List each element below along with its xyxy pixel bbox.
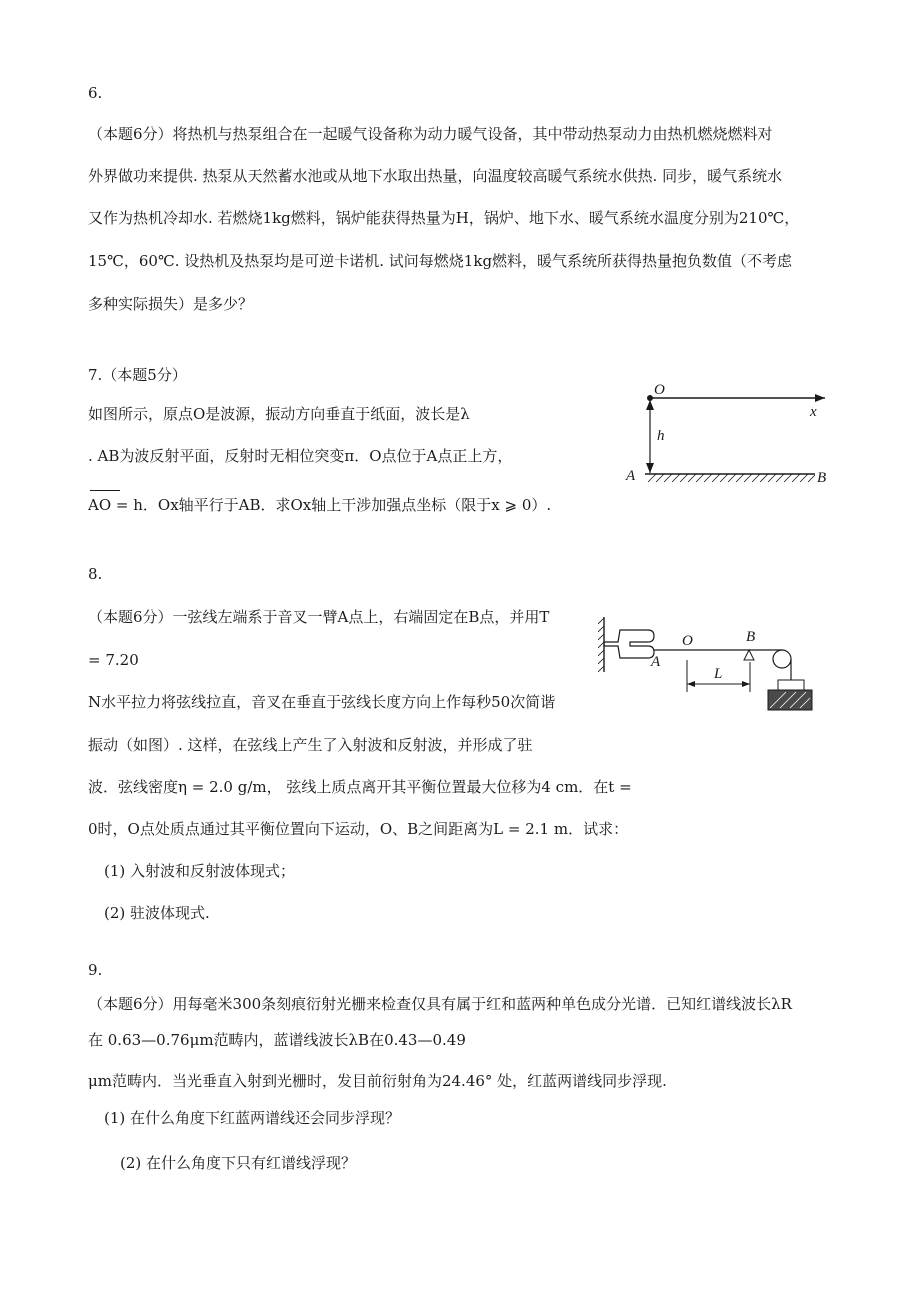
label-A: A: [626, 468, 636, 484]
label-L: L: [714, 666, 723, 682]
question-9-subquestion: (1) 在什么角度下红蓝两谱线还会同步浮现？: [104, 1109, 401, 1127]
x-axis-arrow-icon: [815, 394, 825, 402]
wave-reflection-figure: [620, 378, 840, 488]
label-A: A: [651, 654, 661, 670]
question-8-line: 波．弦线密度η = 2.0 g/m， 弦线上质点离开其平衡位置最大位移为4 cm．在t =: [88, 778, 632, 796]
label-B: B: [817, 470, 827, 486]
question-7-line: AO = h．Ox轴平行于AB．求Ox轴上干涉加强点坐标（限于x ⩾ 0）.: [88, 496, 552, 514]
question-8-line: 0时，O点处质点通过其平衡位置向下运动，O、B之间距离为L = 2.1 m．试求：: [88, 820, 629, 838]
question-7-line: . AB为波反射平面，反射时无相位突变π．O点位于A点正上方，: [88, 447, 513, 465]
hatching: [648, 474, 815, 482]
question-6-line: 15℃，60℃. 设热机及热泵均是可逆卡诺机. 试问每燃烧1kg燃料，暖气系统所获得热量抱负数值（不考虑: [88, 252, 793, 270]
question-6-line: 外界做功来提供. 热泵从天然蓄水池或从地下水取出热量，向温度较高暖气系统水供热. 同步，暖气系统水: [88, 167, 783, 185]
question-7-line: 如图所示，原点O是波源，振动方向垂直于纸面，波长是λ: [88, 405, 470, 423]
question-9-number: 9.: [88, 961, 103, 979]
label-O: O: [682, 633, 693, 649]
question-8-line: 振动（如图）. 这样，在弦线上产生了入射波和反射波，并形成了驻: [88, 736, 533, 754]
label-h: h: [657, 428, 665, 444]
pulley-icon: [773, 650, 791, 668]
wall-hatching: [598, 618, 604, 672]
question-9-subquestion: (2) 在什么角度下只有红谱线浮现？: [120, 1154, 357, 1172]
height-arrow-up-icon: [646, 400, 654, 410]
label-x: x: [810, 404, 817, 420]
question-6-line: 又作为热机冷却水. 若燃烧1kg燃料，锅炉能获得热量为H，锅炉、地下水、暖气系统水温度分别为210℃，: [88, 209, 800, 227]
label-B: B: [746, 629, 756, 645]
question-8-subquestion: (1) 入射波和反射波体现式；: [104, 862, 296, 880]
question-8-subquestion: (2) 驻波体现式.: [104, 904, 210, 922]
question-9-line: （本题6分）用每毫米300条刻痕衍射光栅来检查仅具有属于红和蓝两种单色成分光谱．已知红谱线波长λR: [88, 995, 792, 1013]
fulcrum-triangle-icon: [744, 650, 754, 660]
dimension-arrow-right-icon: [742, 681, 750, 687]
question-8-line: N水平拉力将弦线拉直，音叉在垂直于弦线长度方向上作每秒50次简谐: [88, 693, 556, 711]
question-7-number: 7.（本题5分）: [88, 366, 187, 384]
label-O: O: [654, 382, 665, 398]
question-9-line: μm范畴内．当光垂直入射到光栅时，发目前衍射角为24.46° 处，红蓝两谱线同步浮现.: [88, 1072, 667, 1090]
tuning-fork-icon: [604, 630, 654, 658]
question-8-number: 8.: [88, 565, 103, 583]
tuning-fork-string-figure: [598, 612, 823, 717]
weight-top: [778, 680, 804, 690]
overline-AO: [90, 490, 120, 491]
question-6-line: （本题6分）将热机与热泵组合在一起暖气设备称为动力暖气设备，其中带动热泵动力由热机燃烧燃料对: [88, 125, 773, 143]
question-6-line: 多种实际损失）是多少？: [88, 295, 254, 313]
height-arrow-down-icon: [646, 463, 654, 473]
question-9-line: 在 0.63—0.76μm范畴内，蓝谱线波长λB在0.43—0.49: [88, 1031, 466, 1049]
dimension-arrow-left-icon: [687, 681, 695, 687]
question-8-line: = 7.20: [88, 651, 139, 669]
question-8-line: （本题6分）一弦线左端系于音叉一臂A点上，右端固定在B点，并用T: [88, 608, 550, 626]
question-6-number: 6.: [88, 84, 103, 102]
